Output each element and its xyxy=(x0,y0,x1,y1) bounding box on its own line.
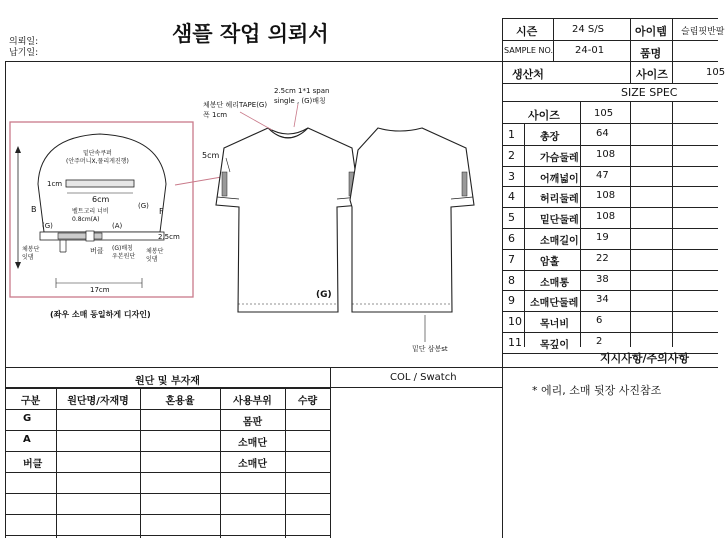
spec-name: 소매통 xyxy=(540,278,569,289)
front-tshirt xyxy=(216,128,360,312)
fabric-header-0: 구분 xyxy=(20,396,41,407)
spec-value: 108 xyxy=(596,149,616,160)
spec-name: 어깨넓이 xyxy=(540,174,579,185)
spec-no: 5 xyxy=(508,211,515,224)
page-title: 샘플 작업 의뢰서 xyxy=(172,22,329,46)
spec-no: 4 xyxy=(508,190,515,203)
fabric-title: 원단 및 부자재 xyxy=(135,376,200,387)
spec-no: 3 xyxy=(508,170,515,183)
label-right-tape: 체봉단 잇댐 xyxy=(146,248,164,263)
label-left-tape: 체봉단 잇댐 xyxy=(22,246,40,261)
body-G-label: (G) xyxy=(316,290,332,300)
spec-value: 2 xyxy=(596,336,603,347)
spec-value: 19 xyxy=(596,232,609,243)
label-slit: 밑단속쿠퍼 (안주머니X,풀리게진행) xyxy=(66,150,129,165)
spec-value: 64 xyxy=(596,128,609,139)
label-25cm: 2.5cm xyxy=(158,233,180,241)
item-label: 아이템 xyxy=(635,25,667,38)
spec-no: 6 xyxy=(508,232,515,245)
spec-size-header: 사이즈 xyxy=(528,109,560,122)
label-F: F xyxy=(159,207,164,216)
request-date-label: 의뢰일: xyxy=(9,37,39,47)
spec-name: 총장 xyxy=(540,132,560,143)
spec-no: 2 xyxy=(508,149,515,162)
item-value: 슬림핏반팔 xyxy=(681,27,725,37)
label-6cm: 6cm xyxy=(92,195,110,204)
sleeve-belt xyxy=(58,233,102,239)
sleeve-slit xyxy=(66,180,134,187)
fabric-cell: 소매단 xyxy=(238,459,267,470)
spec-value: 47 xyxy=(596,170,609,181)
label-1cm: 1cm xyxy=(47,180,63,188)
swatch-title: COL / Swatch xyxy=(390,372,457,383)
instructions-title: 지시사항/주의사항 xyxy=(600,352,690,365)
label-B: B xyxy=(31,205,37,214)
spec-name: 밑단둘레 xyxy=(540,215,579,226)
size-value: 105 xyxy=(706,67,725,78)
spec-title: SIZE SPEC xyxy=(621,86,678,99)
label-A: (A) xyxy=(112,222,123,230)
fabric-cell: 버클 xyxy=(23,459,43,470)
fabric-cell: G xyxy=(23,413,32,424)
fabric-cell: 소매단 xyxy=(238,438,267,449)
sample-no-label: SAMPLE NO. xyxy=(504,46,553,55)
spec-no: 8 xyxy=(508,274,515,287)
instructions-note: * 에리, 소매 뒷장 사진참조 xyxy=(532,384,662,397)
neck-span-note: 2.5cm 1*1 span single , (G)배칭 xyxy=(274,87,330,105)
product-label: 품명 xyxy=(640,47,662,60)
spec-no: 9 xyxy=(508,294,515,307)
label-G: (G) xyxy=(138,202,149,210)
spec-no: 10 xyxy=(508,315,522,328)
manufacturer-label: 생산처 xyxy=(512,68,544,81)
spec-name: 가슴둘레 xyxy=(540,153,579,164)
spec-name: 허리둘레 xyxy=(540,194,579,205)
label-G2: (G) xyxy=(42,222,53,230)
delivery-date-label: 납기일: xyxy=(9,48,39,58)
spec-value: 22 xyxy=(596,253,609,264)
label-belt: 벨트고리 너비 0.8cm(A) xyxy=(72,208,109,223)
back-tshirt xyxy=(350,128,474,312)
hem-note: 밑단 삼봉st xyxy=(412,345,448,353)
spec-no: 1 xyxy=(508,128,515,141)
spec-name: 소매단둘레 xyxy=(530,298,579,309)
fabric-header-1: 원단명/자재명 xyxy=(67,396,129,407)
fabric-cell: A xyxy=(23,434,31,445)
label-buckle: 버클 xyxy=(90,247,104,255)
size-label: 사이즈 xyxy=(636,68,668,81)
fabric-cell: 몸판 xyxy=(242,417,263,428)
spec-no: 11 xyxy=(508,336,522,349)
fabric-header-3: 사용부위 xyxy=(233,396,272,407)
season-value: 24 S/S xyxy=(572,24,604,35)
spec-name: 암홀 xyxy=(540,257,560,268)
fabric-header-2: 혼용율 xyxy=(165,396,195,407)
spec-value: 108 xyxy=(596,211,616,222)
spec-value: 108 xyxy=(596,190,616,201)
sleeve-note: (좌우 소매 동일하게 디자인) xyxy=(50,310,151,319)
season-label: 시즌 xyxy=(516,25,538,38)
label-17cm: 17cm xyxy=(90,286,110,294)
spec-value: 38 xyxy=(596,274,609,285)
spec-name: 목깊이 xyxy=(540,340,569,351)
spec-size-value: 105 xyxy=(594,108,614,119)
sample-no-value: 24-01 xyxy=(575,45,605,56)
buckle-icon xyxy=(86,231,94,241)
spec-name: 소매길이 xyxy=(540,236,579,247)
label-5cm: 5cm xyxy=(202,151,220,160)
spec-name: 목너비 xyxy=(540,319,569,330)
spec-value: 34 xyxy=(596,294,609,305)
spec-value: 6 xyxy=(596,315,603,326)
fabric-header-4: 수량 xyxy=(297,396,318,407)
label-mid-tape: (G)배칭 우본원단 xyxy=(112,245,136,260)
neck-tape-note: 체봉단 헤리TAPE(G) 폭 1cm xyxy=(203,101,268,119)
spec-no: 7 xyxy=(508,253,515,266)
